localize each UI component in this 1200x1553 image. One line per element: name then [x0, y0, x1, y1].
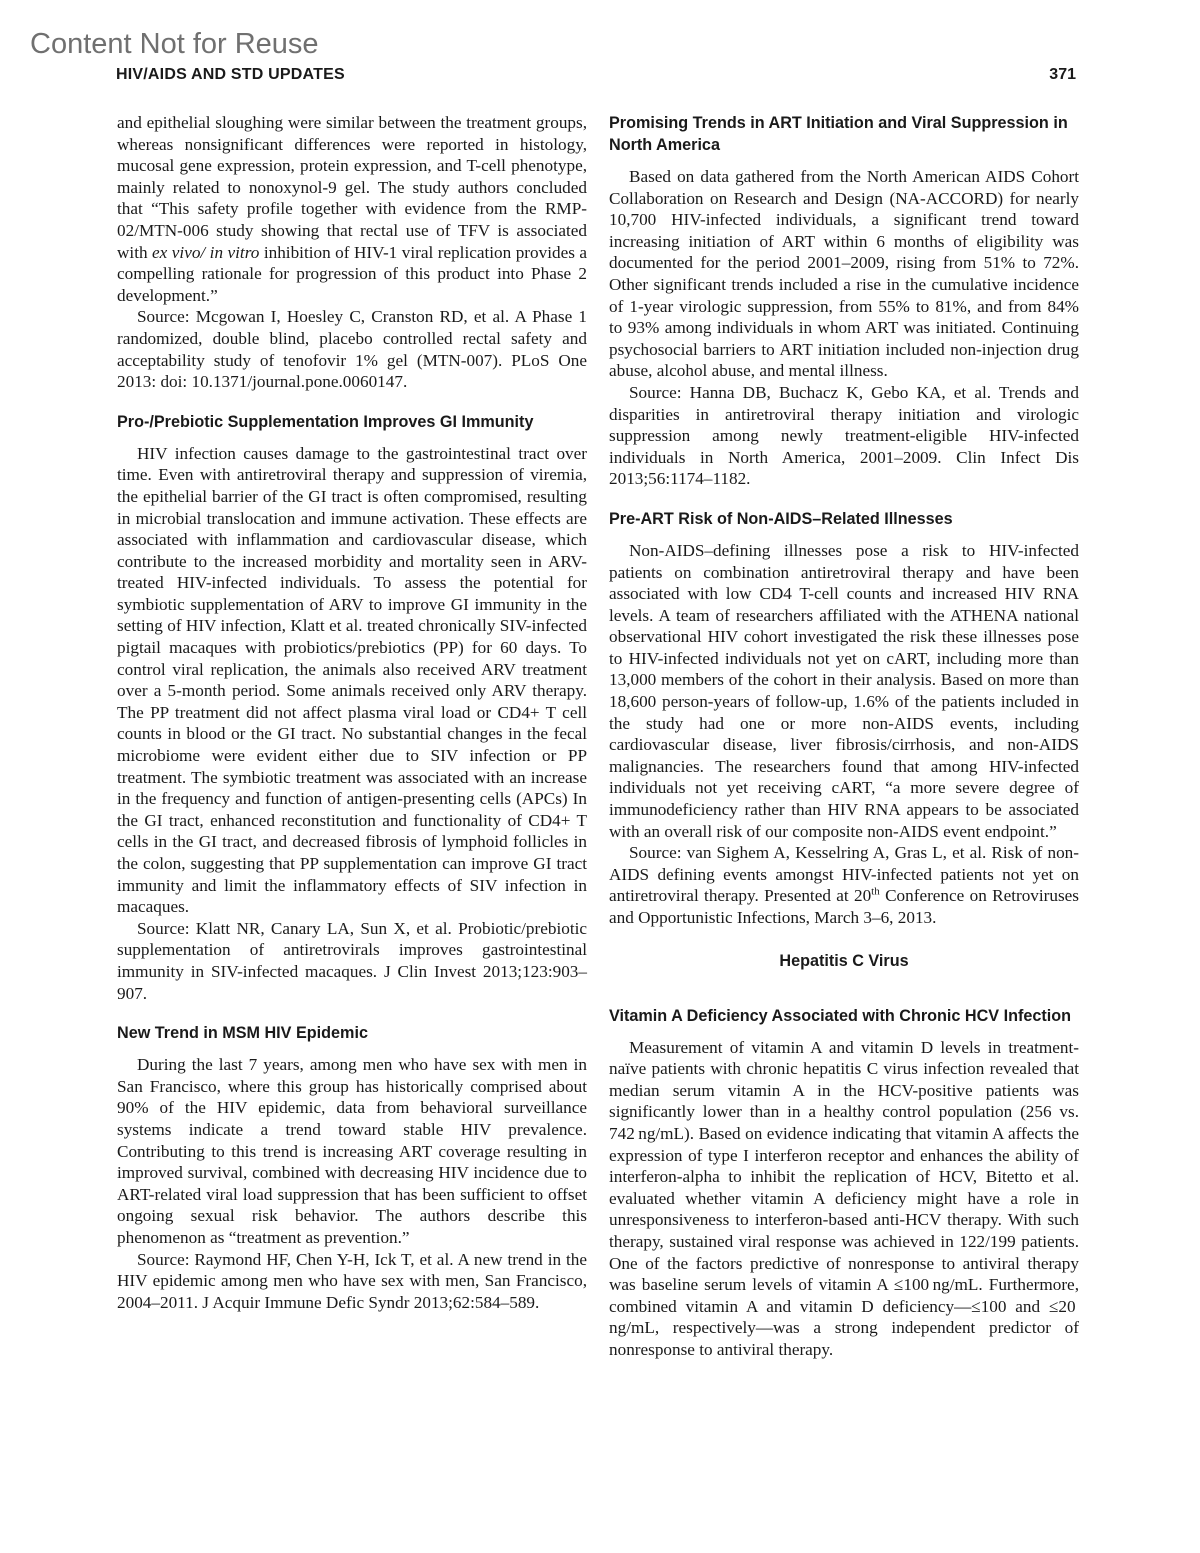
watermark: Content Not for Reuse: [30, 28, 319, 60]
running-title: HIV/AIDS AND STD UPDATES: [116, 66, 345, 83]
paragraph: During the last 7 years, among men who have sex with men in San Francisco, where this group has historically comprised about 90% of the HIV epidemic, data from behavioral surveillance systems indicate a trend toward stable HIV prevalence. Contributing to this trend is increasing ART coverage resulting in improved survival, combined with decreasing HIV incidence due to ART-related viral load suppression that has been sufficient to offset ongoing sexual risk behavior. The authors describe this phenomenon as “treatment as prevention.”: [117, 1055, 587, 1247]
section-heading: Promising Trends in ART Initiation and Viral Suppression in North America: [609, 114, 1068, 154]
paragraph: Based on data gathered from the North American AIDS Cohort Collaboration on Research and Design (NA-ACCORD) for nearly 10,700 HIV-infected individuals, a significant trend toward increasing initiation of ART within 6 months of eligibility was documented for the period 2001–2009, rising from 51% to 72%. Other significant trends included a rise in the cumulative incidence of 1-year virologic suppression, from 55% to 81%, and from 84% to 93% among individuals in whom ART was initiated. Continuing psychosocial barriers to ART initiation included non-injection drug abuse, alcohol abuse, and mental illness.: [609, 167, 1079, 381]
source-citation: Source: Raymond HF, Chen Y-H, Ick T, et al. A new trend in the HIV epidemic among men who have sex with men, San Francisco, 2004–2011. J Acquir Immune Defic Syndr 2013;62:584–589.: [117, 1249, 587, 1312]
source-citation: Source: Klatt NR, Canary LA, Sun X, et al. Probiotic/prebiotic supplementation of antiretrovirals improves gastrointestinal immunity in SIV-infected macaques. J Clin Invest 2013;123:903–907.: [117, 918, 587, 1003]
source-citation: [609, 842, 1079, 928]
text: inhibition of HIV-1 viral replication provides a compelling rationale for progression of this product into Phase 2 development.”: [117, 242, 587, 305]
paragraph: HIV infection causes damage to the gastrointestinal tract over time. Even with antiretroviral therapy and suppression of viremia, the epithelial barrier of the GI tract is often compromised, resulting in microbial translocation and immune activation. These effects are associated with inflammation and cardiovascular disease, which contribute to the increased morbidity and mortality seen in ARV-treated HIV-infected individuals. To assess the potential for symbiotic supplementation of ARV to improve GI immunity in the setting of HIV infection, Klatt et al. treated chronically SIV-infected pigtail macaques with probiotics/prebiotics (PP) for 60 days. To control viral replication, the animals also received ARV treatment over a 5-month period. Some animals received only ARV therapy. The PP treatment did not affect plasma viral load or CD4+ T cell counts in blood or the GI tract. No substantial changes in the fecal microbiome were evident either due to SIV infection or PP treatment. The symbiotic treatment was associated with an increase in the frequency and function of antigen-presenting cells (APCs) In the GI tract, enhanced reconstitution and functionality of CD4+ T cells in the GI tract, and decreased fibrosis of lymphoid follicles in the colon, suggesting that PP supplementation can improve GI tract immunity and limit the inflammatory effects of SIV infection in macaques.: [117, 443, 587, 917]
source-citation: Source: Hanna DB, Buchacz K, Gebo KA, et al. Trends and disparities in antiretroviral therapy initiation and virologic suppression among newly treatment-eligible HIV-infected individuals in North America, 2001–2009. Clin Infect Dis 2013;56:1174–1182.: [609, 382, 1079, 489]
right-column: [609, 112, 1079, 1361]
paragraph: [117, 112, 587, 306]
left-column: [117, 112, 587, 1313]
superscript: th: [871, 885, 880, 898]
section-heading: Pre-ART Risk of Non-AIDS–Related Illnesses: [609, 509, 953, 528]
section-heading: New Trend in MSM HIV Epidemic: [117, 1024, 368, 1043]
section-heading: Vitamin A Deficiency Associated with Chronic HCV Infection: [609, 1006, 1072, 1025]
page-number: 371: [1049, 66, 1076, 83]
section-heading: Pro-/Prebiotic Supplementation Improves GI Immunity: [117, 412, 534, 431]
source-citation: Source: Mcgowan I, Hoesley C, Cranston RD, et al. A Phase 1 randomized, double blind, placebo controlled rectal safety and acceptability study of tenofovir 1% gel (MTN-007). PLoS One 2013: doi: 10.1371/journal.pone.0060147.: [117, 307, 587, 392]
paragraph: Non-AIDS–defining illnesses pose a risk to HIV-infected patients on combination antiretroviral therapy and have been associated with low CD4 T-cell counts and increased HIV RNA levels. A team of researchers affiliated with the ATHENA national observational HIV cohort investigated the risk these illnesses pose to HIV-infected individuals not yet on cART, including more than 13,000 members of the cohort in their analysis. Based on more than 18,600 person-years of follow-up, 1.6% of the patients included in the study had one or more non-AIDS events, including cardiovascular disease, liver fibrosis/cirrhosis, and non-AIDS malignancies. The researchers found that among HIV-infected individuals not yet receiving cART, “a more severe degree of immunodeficiency rather than HIV RNA appears to be associated with an overall risk of our composite non-AIDS event endpoint.”: [609, 540, 1079, 841]
text: Conference on Retroviruses and Opportunistic Infections, March 3–6, 2013.: [609, 886, 1079, 927]
major-section-title: Hepatitis C Virus: [779, 951, 909, 970]
text: Source: van Sighem A, Kesselring A, Gras L, et al. Risk of non-AIDS defining events amongst HIV-infected patients not yet on antiretroviral therapy. Presented at 20: [609, 843, 1079, 906]
paragraph: Measurement of vitamin A and vitamin D levels in treatment-naïve patients with chronic hepatitis C virus infection revealed that median serum vitamin A in the HCV-positive patients was significantly lower than in a healthy control population (256 vs. 742 ng/mL). Based on evidence indicating that vitamin A affects the expression of type I interferon receptor and enhances the ability of interferon-alpha to inhibit the replication of HCV, Bitetto et al. evaluated whether vitamin A deficiency might have a role in unresponsiveness to interferon-based anti-HCV therapy. With such therapy, sustained viral response was achieved in 122/199 patients. One of the factors predictive of nonresponse to antiviral therapy was baseline serum levels of vitamin A ≤100 ng/mL. Furthermore, combined vitamin A and vitamin D deficiency—≤100 and ≤20 ng/mL, respectively—was a strong independent predictor of nonresponse to antiviral therapy.: [609, 1037, 1079, 1359]
italic-text: ex vivo/ in vitro: [152, 242, 260, 262]
text: and epithelial sloughing were similar between the treatment groups, whereas nonsignificant differences were reported in histology, mucosal gene expression, protein expression, and T-cell phenotype, mainly related to nonoxynol-9 gel. The study authors concluded that “This safety profile together with evidence from the RMP-02/MTN-006 study showing that rectal use of TFV is associated with: [117, 113, 587, 262]
